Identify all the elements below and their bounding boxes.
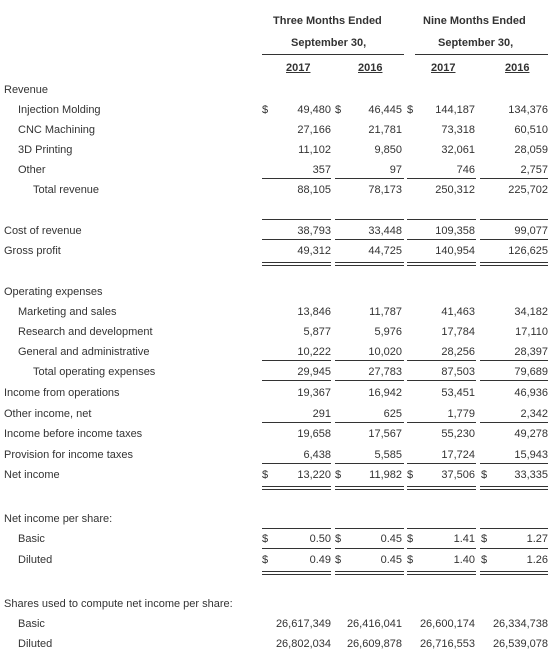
- cell-value: 291: [312, 408, 331, 420]
- rule: [262, 178, 331, 179]
- cell-value: 1.27: [526, 533, 548, 545]
- rule: [407, 178, 476, 179]
- cell-value: 26,539,078: [492, 638, 548, 650]
- cell-value: 19,367: [297, 387, 331, 399]
- cell-value: 19,658: [297, 428, 331, 440]
- row-label: Revenue: [4, 84, 49, 96]
- cell-value: 5,976: [374, 326, 402, 338]
- cell-value: 17,784: [441, 326, 475, 338]
- row-label: Diluted: [18, 638, 53, 650]
- currency-symbol: $: [335, 533, 342, 545]
- rule: [407, 548, 476, 549]
- rule: [480, 219, 548, 220]
- cell-value: 0.45: [380, 554, 402, 566]
- cell-value: 17,110: [515, 326, 548, 338]
- cell-value: 5,877: [303, 326, 331, 338]
- rule: [335, 380, 404, 381]
- cell-value: 32,061: [441, 144, 475, 156]
- cell-value: 9,850: [374, 144, 402, 156]
- cell-value: 97: [389, 164, 402, 176]
- year-header: 2016: [505, 62, 530, 74]
- cell-value: 88,105: [297, 184, 331, 196]
- row-label: Marketing and sales: [18, 306, 117, 318]
- currency-symbol: $: [481, 554, 488, 566]
- cell-value: 2,342: [520, 408, 548, 420]
- cell-value: 10,020: [368, 346, 402, 358]
- cell-value: 746: [456, 164, 475, 176]
- cell-value: 0.50: [309, 533, 331, 545]
- rule: [262, 463, 331, 464]
- row-label: Diluted: [18, 554, 53, 566]
- rule: [480, 422, 548, 423]
- cell-value: 46,936: [514, 387, 548, 399]
- cell-value: 49,278: [514, 428, 548, 440]
- cell-value: 41,463: [441, 306, 475, 318]
- cell-value: 26,609,878: [346, 638, 402, 650]
- rule: [262, 422, 331, 423]
- cell-value: 10,222: [297, 346, 331, 358]
- cell-value: 28,256: [441, 346, 475, 358]
- cell-value: 26,416,041: [346, 618, 402, 630]
- rule: [335, 528, 404, 529]
- row-label: 3D Printing: [18, 144, 73, 156]
- cell-value: 16,942: [368, 387, 402, 399]
- cell-value: 26,600,174: [419, 618, 475, 630]
- header-period-nine: September 30,: [438, 37, 514, 49]
- cell-value: 21,781: [368, 124, 402, 136]
- cell-value: 29,945: [297, 366, 331, 378]
- double-rule: [335, 262, 404, 266]
- currency-symbol: $: [335, 104, 342, 116]
- cell-value: 1.41: [453, 533, 475, 545]
- cell-value: 28,059: [514, 144, 548, 156]
- year-header: 2017: [431, 62, 456, 74]
- cell-value: 28,397: [514, 346, 548, 358]
- cell-value: 27,783: [368, 366, 402, 378]
- rule: [335, 239, 404, 240]
- row-label: Other income, net: [4, 408, 92, 420]
- row-label: Injection Molding: [18, 104, 101, 116]
- row-label: Net income: [4, 469, 60, 481]
- cell-value: 87,503: [441, 366, 475, 378]
- rule: [415, 54, 548, 55]
- rule: [262, 54, 404, 55]
- row-label: Total revenue: [33, 184, 100, 196]
- cell-value: 33,448: [368, 225, 402, 237]
- currency-symbol: $: [407, 533, 414, 545]
- rule: [262, 380, 331, 381]
- double-rule: [407, 486, 476, 490]
- double-rule: [335, 571, 404, 575]
- rule: [407, 463, 476, 464]
- cell-value: 26,716,553: [419, 638, 475, 650]
- cell-value: 33,335: [514, 469, 548, 481]
- rule: [335, 219, 404, 220]
- rule: [262, 528, 331, 529]
- double-rule: [407, 571, 476, 575]
- rule: [407, 360, 476, 361]
- cell-value: 2,757: [520, 164, 548, 176]
- cell-value: 109,358: [435, 225, 475, 237]
- cell-value: 53,451: [441, 387, 475, 399]
- cell-value: 11,982: [369, 469, 402, 481]
- rule: [480, 380, 548, 381]
- cell-value: 1.40: [453, 554, 475, 566]
- double-rule: [335, 486, 404, 490]
- cell-value: 250,312: [435, 184, 475, 196]
- rule: [407, 380, 476, 381]
- double-rule: [262, 571, 331, 575]
- rule: [480, 178, 548, 179]
- cell-value: 5,585: [374, 449, 402, 461]
- rule: [335, 360, 404, 361]
- row-label: Income from operations: [4, 387, 120, 399]
- cell-value: 11,102: [298, 144, 331, 156]
- cell-value: 1,779: [447, 408, 475, 420]
- cell-value: 34,182: [514, 306, 548, 318]
- cell-value: 26,802,034: [275, 638, 331, 650]
- currency-symbol: $: [262, 533, 269, 545]
- currency-symbol: $: [335, 554, 342, 566]
- double-rule: [262, 262, 331, 266]
- cell-value: 26,334,738: [492, 618, 548, 630]
- cell-value: 46,445: [368, 104, 402, 116]
- cell-value: 0.49: [309, 554, 331, 566]
- rule: [407, 422, 476, 423]
- cell-value: 37,506: [441, 469, 475, 481]
- double-rule: [262, 486, 331, 490]
- rule: [480, 239, 548, 240]
- row-label: Basic: [18, 533, 45, 545]
- row-label: Total operating expenses: [33, 366, 156, 378]
- rule: [480, 360, 548, 361]
- cell-value: 49,312: [297, 245, 331, 257]
- cell-value: 17,567: [368, 428, 402, 440]
- header-three-months: Three Months Ended: [273, 15, 382, 27]
- cell-value: 144,187: [435, 104, 475, 116]
- cell-value: 15,943: [514, 449, 548, 461]
- currency-symbol: $: [262, 554, 269, 566]
- rule: [480, 463, 548, 464]
- cell-value: 357: [312, 164, 331, 176]
- year-header: 2017: [286, 62, 311, 74]
- row-label: General and administrative: [18, 346, 150, 358]
- row-label: Shares used to compute net income per share:: [4, 598, 233, 610]
- cell-value: 1.26: [526, 554, 548, 566]
- cell-value: 13,220: [297, 469, 331, 481]
- currency-symbol: $: [335, 469, 342, 481]
- cell-value: 11,787: [369, 306, 402, 318]
- currency-symbol: $: [407, 104, 414, 116]
- row-label: Basic: [18, 618, 45, 630]
- row-label: Cost of revenue: [4, 225, 82, 237]
- cell-value: 126,625: [508, 245, 548, 257]
- row-label: CNC Machining: [18, 124, 96, 136]
- currency-symbol: $: [262, 469, 269, 481]
- cell-value: 79,689: [514, 366, 548, 378]
- row-label: Operating expenses: [4, 286, 103, 298]
- cell-value: 27,166: [297, 124, 331, 136]
- rule: [262, 548, 331, 549]
- double-rule: [407, 262, 476, 266]
- cell-value: 73,318: [441, 124, 475, 136]
- rule: [407, 528, 476, 529]
- rule: [262, 239, 331, 240]
- currency-symbol: $: [262, 104, 269, 116]
- cell-value: 38,793: [297, 225, 331, 237]
- rule: [335, 422, 404, 423]
- double-rule: [480, 262, 548, 266]
- rule: [335, 463, 404, 464]
- currency-symbol: $: [407, 469, 414, 481]
- rule: [407, 239, 476, 240]
- cell-value: 13,846: [297, 306, 331, 318]
- rule: [262, 360, 331, 361]
- rule: [335, 178, 404, 179]
- header-nine-months: Nine Months Ended: [423, 15, 526, 27]
- row-label: Research and development: [18, 326, 153, 338]
- cell-value: 78,173: [368, 184, 402, 196]
- currency-symbol: $: [481, 533, 488, 545]
- cell-value: 134,376: [508, 104, 548, 116]
- row-label: Gross profit: [4, 245, 61, 257]
- currency-symbol: $: [481, 469, 488, 481]
- cell-value: 625: [383, 408, 402, 420]
- cell-value: 225,702: [508, 184, 548, 196]
- double-rule: [480, 486, 548, 490]
- cell-value: 44,725: [368, 245, 402, 257]
- cell-value: 60,510: [514, 124, 548, 136]
- rule: [480, 528, 548, 529]
- rule: [407, 219, 476, 220]
- year-header: 2016: [358, 62, 383, 74]
- rule: [335, 548, 404, 549]
- cell-value: 55,230: [441, 428, 475, 440]
- row-label: Other: [18, 164, 46, 176]
- currency-symbol: $: [407, 554, 414, 566]
- cell-value: 140,954: [435, 245, 475, 257]
- rule: [262, 219, 331, 220]
- cell-value: 17,724: [441, 449, 475, 461]
- cell-value: 99,077: [514, 225, 548, 237]
- double-rule: [480, 571, 548, 575]
- cell-value: 26,617,349: [275, 618, 331, 630]
- rule: [480, 548, 548, 549]
- row-label: Net income per share:: [4, 513, 113, 525]
- row-label: Provision for income taxes: [4, 449, 133, 461]
- cell-value: 49,480: [297, 104, 331, 116]
- cell-value: 0.45: [380, 533, 402, 545]
- cell-value: 6,438: [303, 449, 331, 461]
- row-label: Income before income taxes: [4, 428, 143, 440]
- header-period-three: September 30,: [291, 37, 367, 49]
